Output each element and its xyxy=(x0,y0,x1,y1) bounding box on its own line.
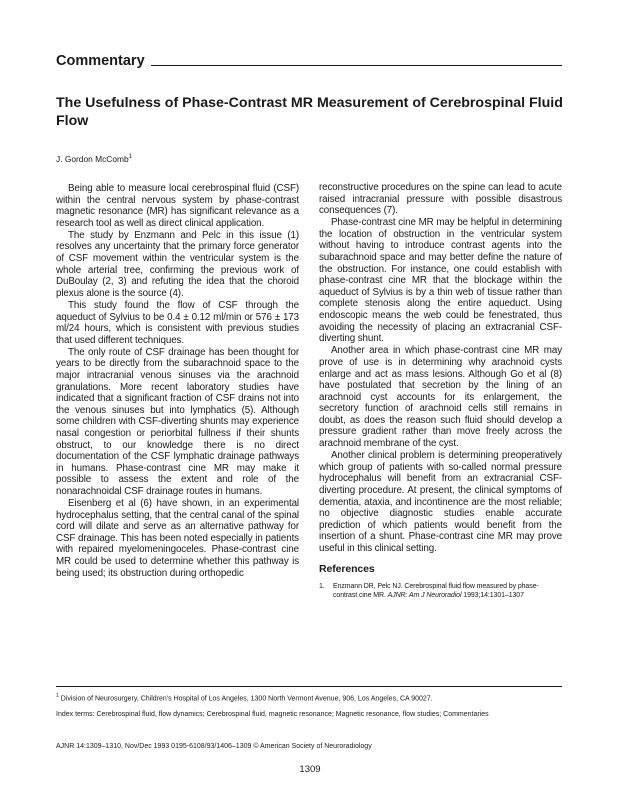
references-heading: References xyxy=(319,562,375,575)
paragraph: Being able to measure local cerebrospinal fluid (CSF) within the central nervous system by phase-contrast magnetic resonance (MR) has significant relevance as a research tool as well as direct clinical application. xyxy=(56,183,299,229)
paragraph: The only route of CSF drainage has been thought for years to be directly from the subarachnoid space to the major intracranial venous sinuses via the arachnoid granulations. More recent laboratory studies have indicated that a significant fraction of CSF drains not into the venous sinuses but into lymphatics (5). Although some children with CSF-diverting shunts may experience nasal congestion or periorbital fullness if their shunts obstruct, to our knowledge there is no direct documentation of the CSF lymphatic drainage pathways in humans. Phase-contrast cine MR may make it possible to assess the extent and role of the nonarachnoidal CSF drainage routes in humans. xyxy=(56,346,299,497)
footnote-marker: 1 xyxy=(56,693,59,699)
index-terms xyxy=(56,710,566,720)
reference-item xyxy=(319,582,562,600)
left-column xyxy=(56,183,299,580)
paragraph: The study by Enzmann and Pelc in this issue (1) resolves any uncertainty that the primary force generator of CSF movement within the ventricular system is the whole arterial tree, confirming the previous work of DuBoulay (2, 3) and refuting the idea that the choroid plexus alone is the source (4). xyxy=(56,229,299,299)
reference-number: 1. xyxy=(319,582,325,590)
index-terms-label: Index terms: xyxy=(56,711,95,718)
paragraph: Eisenberg et al (6) have shown, in an experimental hydrocephalus setting, that the central canal of the spinal cord will dilate and serve as an alternative pathway for CSF drainage. This has been noted especially in patients with repaired myelomeningoceles. Phase-contrast cine MR could be used to determine whether this pathway is being used; its obstruction during orthopedic xyxy=(56,498,299,579)
affiliation-text: Division of Neurosurgery, Children's Hospital of Los Angeles, 1300 North Vermont Avenue, 906, Los Angeles, CA 90027. xyxy=(60,695,433,703)
page-number: 1309 xyxy=(299,764,321,775)
author-footnote-marker: 1 xyxy=(128,154,132,160)
reference-journal: AJNR: Am J Neuroradiol xyxy=(387,591,462,599)
paragraph: This study found the flow of CSF through the aqueduct of Sylvius to be 0.4 ± 0.12 ml/min or 576 ± 173 ml/24 hours, which is consistent with previous studies that used different techniques. xyxy=(56,299,299,346)
index-terms-text: Cerebrospinal fluid, flow dynamics; Cerebrospinal fluid, magnetic resonance; Magnetic resonance, flow studies; Commentaries xyxy=(96,711,489,718)
journal-citation: AJNR 14:1309–1310, Nov/Dec 1993 0195-6108/93/1406–1309 © American Society of Neuroradiology xyxy=(56,743,372,750)
paragraph: Another clinical problem is determining preoperatively which group of patients with so-called normal pressure hydrocephalus will benefit from an extracranial CSF-diverting procedure. At present, the clinical symptoms of dementia, ataxia, and incontinence are the most reliable; no objective diagnostic studies enable accurate prediction of which patients would benefit from the insertion of a shunt. Phase-contrast cine MR may prove useful in this clinical setting. xyxy=(319,450,562,554)
paragraph: reconstructive procedures on the spine can lead to acute raised intracranial pressure with possible disastrous consequences (7). xyxy=(319,182,562,217)
affiliation-footnote xyxy=(56,692,566,703)
article-title: The Usefulness of Phase-Contrast MR Measurement of Cerebrospinal Fluid Flow xyxy=(56,95,563,129)
author-name: J. Gordon McComb xyxy=(56,153,129,164)
reference-details: 1993;14:1301–1307 xyxy=(463,591,524,599)
footnote-divider xyxy=(56,686,562,687)
right-column xyxy=(319,182,562,600)
section-label: Commentary xyxy=(56,53,145,69)
section-rule xyxy=(151,65,562,66)
paragraph: Phase-contrast cine MR may be helpful in determining the location of obstruction in the ventricular system without having to introduce contrast agents into the subarachnoid space and may better define the nature of the obstruction. For instance, one could establish with phase-contrast cine MR that the blockage within the aqueduct of Sylvius is by a thin web of tissue rather than complete stenosis along the entire aqueduct. Using endoscopic means the web could be fenestrated, thus avoiding the necessity of placing an extracranial CSF-diverting shunt. xyxy=(319,217,562,345)
reference-text: Enzmann DR, Pelc NJ. Cerebrospinal fluid flow measured by phase-contrast cine MR. xyxy=(333,582,539,599)
paragraph: Another area in which phase-contrast cine MR may prove of use is in determining why arachnoid cysts enlarge and act as mass lesions. Although Go et al (8) have postulated that secretion by the lining of an arachnoid cyst accounts for its enlargement, the secretory function of arachnoid cells still remains in doubt, as does the reason such fluid should develop a pressure gradient rather than move freely across the arachnoid membrane of the cyst. xyxy=(319,345,562,450)
section-header xyxy=(56,52,562,70)
author-line xyxy=(56,152,132,164)
